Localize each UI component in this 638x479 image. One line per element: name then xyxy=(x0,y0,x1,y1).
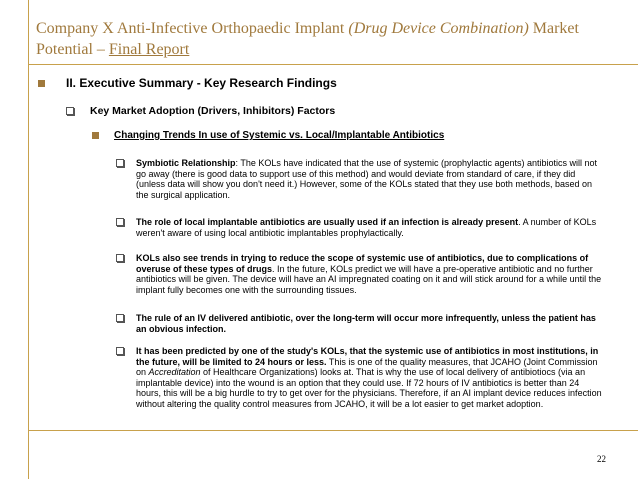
hollow-square-bullet-icon xyxy=(116,347,124,357)
finding-item: KOLs also see trends in trying to reduce the scope of systemic use of antibiotics, due to complications of overuse of these types of drugs. In the future, KOLs predict we will have a pre-operative antibiotic and no further antibiotics will be given. The device will have an AI impregnated coating on it and will stick around for a while until the implant fully becomes one with the surrounding tissues. xyxy=(136,253,602,295)
square-bullet-icon xyxy=(38,79,45,89)
square-bullet-icon xyxy=(92,131,99,141)
finding-item: Symbiotic Relationship: The KOLs have indicated that the use of systemic (prophylactic agents) antibiotics will not go away (there is good data to support use of this method) and would deviate from standard of care, if they did (unless data will show you don't need it.) However, some of the KOLs stated that they use both methods, based on the surgical application. xyxy=(136,158,598,200)
finding-item: The rule of an IV delivered antibiotic, over the long-term will occur more infrequently, unless the patient has an obvious infection. xyxy=(136,313,596,334)
hollow-square-bullet-icon xyxy=(116,314,124,324)
section-heading: II. Executive Summary - Key Research Findings xyxy=(66,76,337,90)
finding-item: It has been predicted by one of the study's KOLs, that the systemic use of antibiotics in most institutions, in the future, will be limited to 24 hours or less. This is one of the quality measures, that JCAHO (Joint Commission on Accreditation of Healthcare Organizations) looks at. That is why the use of local delivery of antibiotiocs (via an implantable device) into the wound is an option that they could use. If 72 hours of IV antibiotics is better than 24 hours, this will be a big hurdle to try to get over for the physicians. Therefore, if an AI implant device reduces infection without altering the quality control measures from JCAHO, it will be a lot easier to get market adoption. xyxy=(136,346,602,409)
finding-item: The role of local implantable antibiotics are usually used if an infection is already present. A number of KOLs weren't aware of using local antibiotic implantables prophylactically. xyxy=(136,217,597,238)
footer-rule xyxy=(28,430,638,431)
hollow-square-bullet-icon xyxy=(66,107,74,117)
subsection-heading: Key Market Adoption (Drivers, Inhibitors) Factors xyxy=(90,105,336,117)
hollow-square-bullet-icon xyxy=(116,254,124,264)
page-number: 22 xyxy=(597,454,606,464)
title-rule xyxy=(28,64,638,65)
hollow-square-bullet-icon xyxy=(116,218,124,228)
left-rule xyxy=(28,0,29,479)
page-title: Company X Anti-Infective Orthopaedic Implant (Drug Device Combination) Market Potential – Final Report xyxy=(36,20,579,58)
topic-heading: Changing Trends In use of Systemic vs. Local/Implantable Antibiotics xyxy=(114,130,445,141)
title-underline: Final Report xyxy=(108,41,190,58)
hollow-square-bullet-icon xyxy=(116,159,124,169)
title-italic: (Drug Device Combination) xyxy=(348,20,529,37)
